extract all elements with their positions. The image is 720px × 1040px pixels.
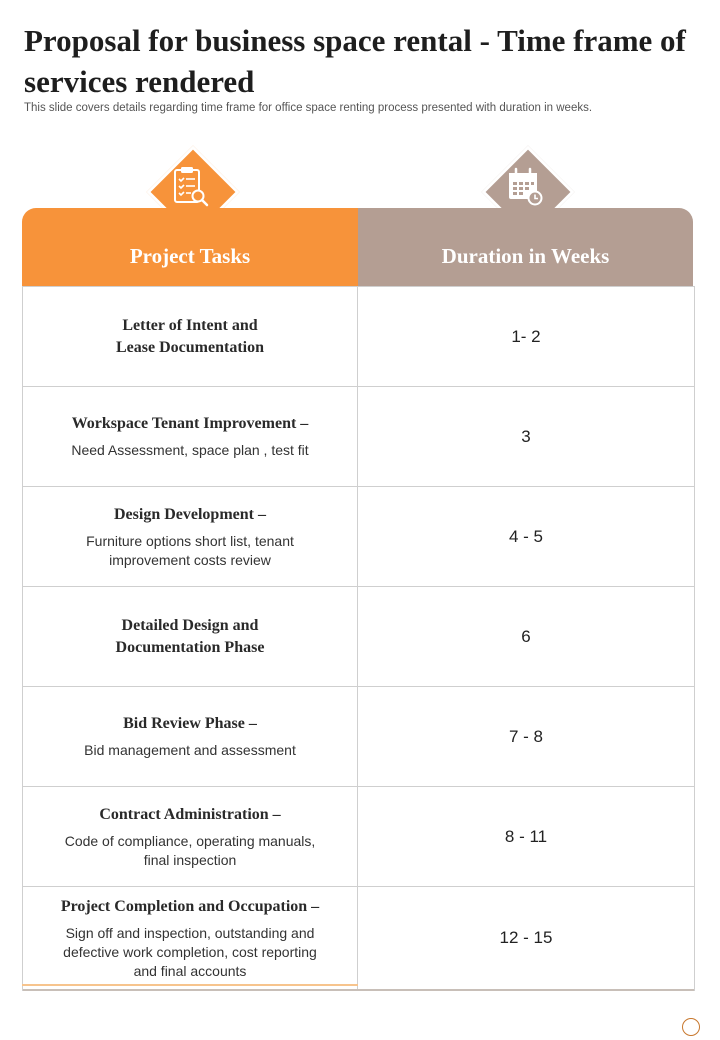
table-row — [23, 887, 694, 991]
table-row — [23, 687, 694, 787]
table-row — [23, 487, 694, 587]
page-subtitle: This slide covers details regarding time frame for office space renting process presented with duration in weeks. — [24, 102, 593, 114]
clipboard-checklist-icon — [170, 165, 210, 209]
duration-cell: 4 - 5 — [508, 526, 544, 546]
table-row — [23, 587, 694, 687]
task-description: Bid management and assessment — [84, 742, 296, 758]
task-title: Design Development – — [114, 505, 266, 523]
task-title: Detailed Design and Documentation Phase — [115, 616, 265, 656]
task-cell — [23, 787, 358, 886]
task-cell — [23, 887, 358, 989]
duration-cell: 7 - 8 — [508, 726, 544, 746]
task-cell — [23, 487, 358, 586]
task-description: Need Assessment, space plan , test fit — [71, 442, 309, 458]
duration-cell: 8 - 11 — [504, 826, 548, 846]
corner-circle-icon — [682, 1018, 700, 1036]
duration-cell: 6 — [521, 626, 531, 646]
header-project-tasks: Project Tasks — [22, 208, 358, 286]
header-duration-weeks: Duration in Weeks — [358, 208, 693, 286]
duration-cell: 1- 2 — [511, 326, 541, 346]
calendar-clock-icon — [505, 165, 545, 209]
table-row — [23, 387, 694, 487]
task-cell — [23, 387, 358, 486]
task-cell — [23, 587, 358, 686]
task-title: Contract Administration – — [99, 805, 281, 823]
timeframe-table — [22, 286, 695, 991]
bottom-accent-line — [22, 984, 358, 986]
task-title: Bid Review Phase – — [123, 715, 257, 732]
task-title: Project Completion and Occupation – — [60, 897, 320, 915]
page-title: Proposal for business space rental - Time frame of services rendered — [24, 23, 686, 99]
table-row — [23, 286, 694, 387]
task-cell — [23, 687, 358, 786]
task-description: Sign off and inspection, outstanding and defective work completion, cost reporting and final accounts — [63, 924, 317, 979]
task-title: Workspace Tenant Improvement – — [71, 415, 309, 432]
task-title: Letter of Intent and Lease Documentation — [116, 316, 264, 356]
task-cell — [23, 287, 358, 386]
table-row — [23, 787, 694, 887]
task-description: Furniture options short list, tenant improvement costs review — [86, 532, 294, 568]
duration-cell: 3 — [521, 426, 531, 446]
task-description: Code of compliance, operating manuals, final inspection — [64, 832, 316, 868]
duration-cell: 12 - 15 — [499, 928, 553, 947]
